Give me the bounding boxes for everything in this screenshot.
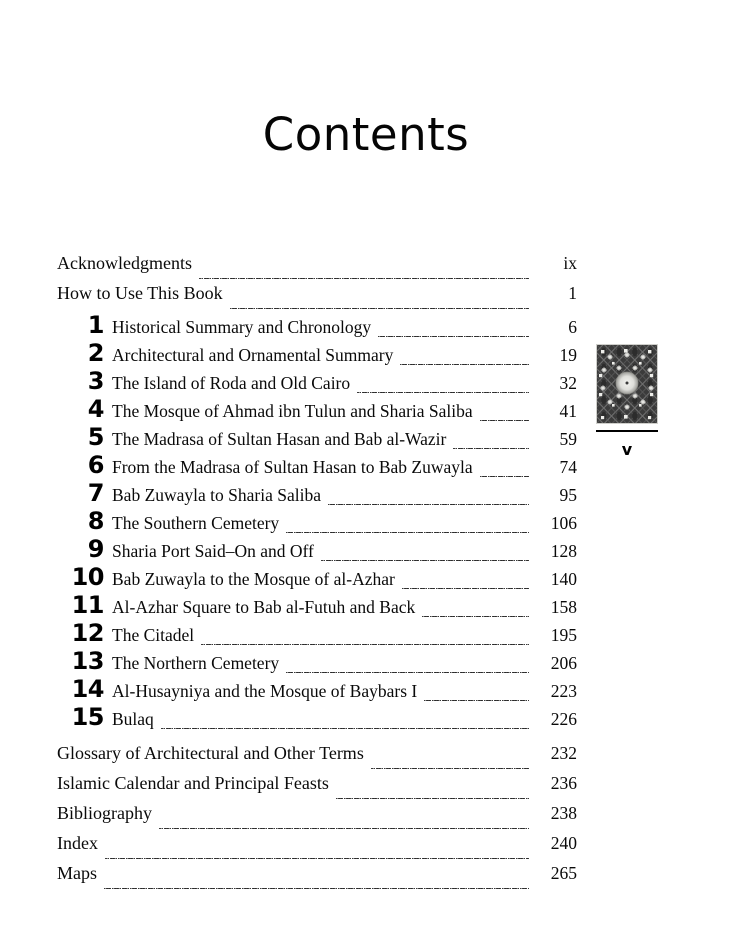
toc-chapter-row[interactable]	[57, 565, 577, 593]
toc-chapter-row[interactable]	[57, 509, 577, 537]
chapter-number: 5	[87, 423, 104, 451]
toc-entry-page: 265	[550, 863, 577, 883]
toc-chapter-row[interactable]	[57, 397, 577, 425]
table-of-contents	[57, 253, 577, 893]
toc-chapter-row[interactable]	[57, 593, 577, 621]
folio-ornament-block	[596, 344, 660, 459]
toc-entry-acknowledgments[interactable]	[57, 253, 577, 283]
toc-chapter-row[interactable]	[57, 537, 577, 565]
toc-entry-maps[interactable]	[57, 863, 577, 893]
toc-chapter-row[interactable]	[57, 425, 577, 453]
toc-entry-title: Glossary of Architectural and Other Terms	[57, 743, 364, 763]
toc-entry-page: 223	[550, 681, 577, 701]
toc-entry-bibliography[interactable]	[57, 803, 577, 833]
toc-entry-title: Index	[57, 833, 98, 853]
chapter-number: 2	[87, 339, 104, 367]
toc-entry-title: The Mosque of Ahmad ibn Tulun and Sharia Saliba	[112, 401, 473, 421]
chapter-number: 8	[87, 507, 104, 535]
toc-entry-how-to-use-this-book[interactable]	[57, 283, 577, 313]
toc-entry-index[interactable]	[57, 833, 577, 863]
folio-page-number: v	[621, 440, 633, 459]
toc-entry-page: 1	[568, 283, 577, 303]
toc-entry-page: 240	[550, 833, 577, 853]
toc-entry-title: From the Madrasa of Sultan Hasan to Bab Zuwayla	[112, 457, 473, 477]
toc-entry-title: The Southern Cemetery	[112, 513, 280, 533]
toc-chapter-row[interactable]	[57, 341, 577, 369]
toc-entry-title: Bab Zuwayla to the Mosque of al-Azhar	[112, 569, 395, 589]
chapter-number: 14	[71, 675, 104, 703]
toc-entry-title: Architectural and Ornamental Summary	[112, 345, 394, 365]
chapter-number: 1	[87, 311, 104, 339]
toc-entry-title: Maps	[57, 863, 97, 883]
toc-chapter-row[interactable]	[57, 621, 577, 649]
toc-entry-page: 206	[550, 653, 577, 673]
toc-entry-page: 226	[550, 709, 577, 729]
toc-entry-page: 59	[559, 429, 577, 449]
toc-entry-title: Bab Zuwayla to Sharia Saliba	[112, 485, 321, 505]
toc-entry-page: 232	[550, 743, 577, 763]
leader-dots	[424, 691, 529, 705]
toc-entry-title: Al-Azhar Square to Bab al-Futuh and Back	[112, 597, 416, 617]
toc-entry-title: Sharia Port Said–On and Off	[112, 541, 314, 561]
leader-dots	[480, 411, 529, 425]
leader-dots	[402, 579, 529, 593]
toc-chapter-row[interactable]	[57, 369, 577, 397]
toc-entry-title: Bulaq	[112, 709, 154, 729]
toc-entry-page: 6	[568, 317, 577, 337]
chapter-number: 9	[87, 535, 104, 563]
leader-dots	[357, 383, 529, 397]
leader-dots	[453, 439, 529, 453]
leader-dots	[400, 355, 529, 369]
toc-entry-page: ix	[563, 253, 577, 273]
leader-dots	[201, 635, 529, 649]
leader-dots	[199, 269, 529, 283]
leader-dots	[336, 789, 529, 803]
chapter-number: 10	[71, 563, 104, 591]
islamic-star-pattern-ornament	[596, 344, 658, 424]
page-title: Contents	[262, 108, 470, 161]
toc-entry-islamic-calendar[interactable]	[57, 773, 577, 803]
toc-entry-page: 238	[550, 803, 577, 823]
toc-entry-title: The Northern Cemetery	[112, 653, 280, 673]
toc-entry-title: How to Use This Book	[57, 283, 223, 303]
leader-dots	[422, 607, 529, 621]
toc-entry-title: Bibliography	[57, 803, 152, 823]
leader-dots	[105, 849, 529, 863]
chapter-number: 4	[87, 395, 104, 423]
leader-dots	[104, 879, 529, 893]
toc-entry-title: The Citadel	[112, 625, 195, 645]
leader-dots	[286, 523, 529, 537]
toc-chapter-row[interactable]	[57, 705, 577, 733]
leader-dots	[378, 327, 529, 341]
chapter-number: 11	[71, 591, 104, 619]
leader-dots	[480, 467, 529, 481]
leader-dots	[371, 759, 529, 773]
leader-dots	[286, 663, 529, 677]
leader-dots	[159, 819, 529, 833]
chapter-number: 12	[71, 619, 104, 647]
toc-entry-title: Historical Summary and Chronology	[112, 317, 372, 337]
toc-chapter-row[interactable]	[57, 453, 577, 481]
toc-entry-title: Al-Husayniya and the Mosque of Baybars I	[112, 681, 418, 701]
leader-dots	[328, 495, 529, 509]
toc-entry-title: The Island of Roda and Old Cairo	[112, 373, 351, 393]
toc-entry-page: 106	[550, 513, 577, 533]
toc-entry-page: 140	[550, 569, 577, 589]
toc-entry-page: 236	[550, 773, 577, 793]
chapter-number: 3	[87, 367, 104, 395]
toc-chapter-row[interactable]	[57, 677, 577, 705]
toc-chapter-row[interactable]	[57, 481, 577, 509]
leader-dots	[161, 719, 529, 733]
chapter-number: 6	[87, 451, 104, 479]
toc-entry-glossary[interactable]	[57, 743, 577, 773]
toc-chapter-row[interactable]	[57, 649, 577, 677]
chapter-number: 13	[71, 647, 104, 675]
toc-entry-title: Acknowledgments	[57, 253, 192, 273]
toc-entry-page: 74	[559, 457, 577, 477]
toc-entry-page: 19	[559, 345, 577, 365]
chapter-number: 15	[71, 703, 104, 731]
leader-dots	[321, 551, 529, 565]
leader-dots	[230, 299, 529, 313]
toc-entry-page: 32	[559, 373, 577, 393]
toc-entry-title: The Madrasa of Sultan Hasan and Bab al-Wazir	[112, 429, 447, 449]
toc-entry-page: 95	[559, 485, 577, 505]
toc-entry-page: 41	[559, 401, 577, 421]
toc-entry-page: 158	[550, 597, 577, 617]
toc-entry-title: Islamic Calendar and Principal Feasts	[57, 773, 329, 793]
toc-chapter-row[interactable]	[57, 313, 577, 341]
toc-entry-page: 128	[550, 541, 577, 561]
chapter-number: 7	[87, 479, 104, 507]
toc-entry-page: 195	[550, 625, 577, 645]
folio-rule	[596, 430, 658, 432]
